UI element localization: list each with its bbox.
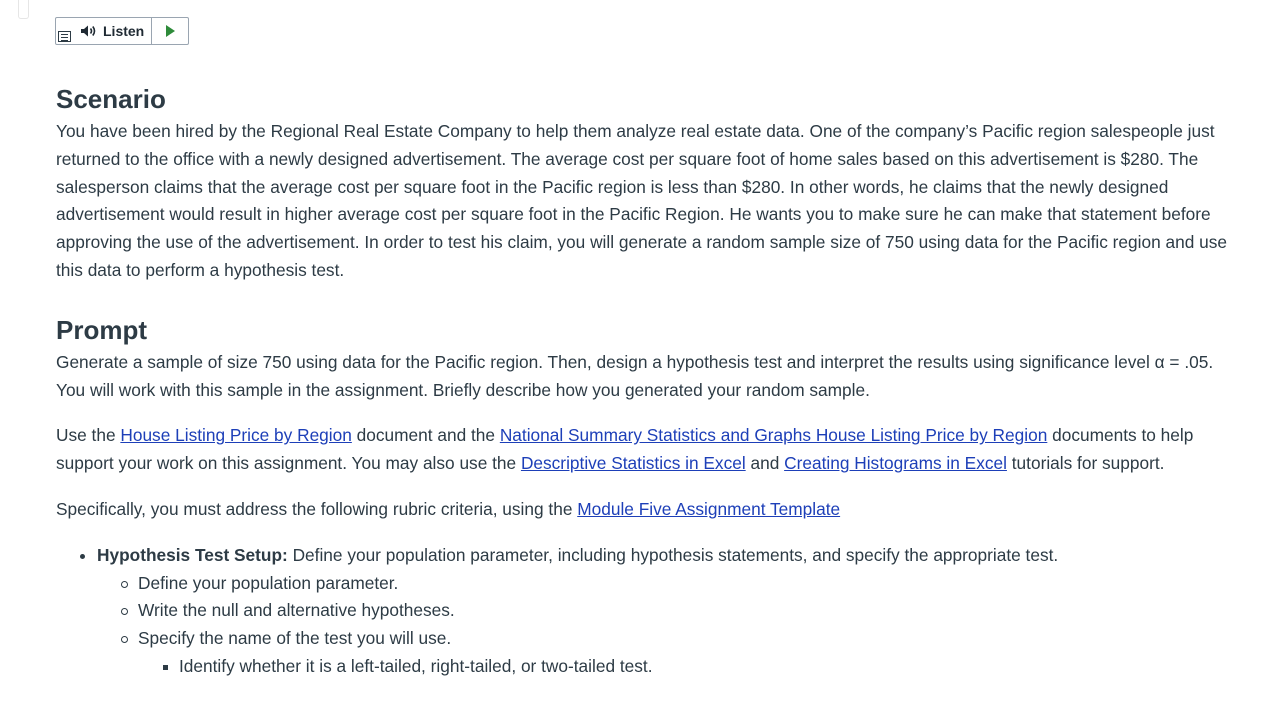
rubric-intro-text: Specifically, you must address the following rubric criteria, using the xyxy=(56,498,578,519)
scenario-paragraph: You have been hired by the Regional Real Estate Company to help them analyze real estate data. One of the company’s Pacific region salespeople just returned to the office with a newly designed advertisement. The average cost per square foot of home sales based on this advertisement is $280. The salesperson claims that the average cost per square foot in the Pacific region is less than $280. In other words, he claims that the newly designed advertisement would result in higher average cost per square foot in the Pacific Region. He wants you to make sure he can make that statement before approving the use of the advertisement. In order to test his claim, you will generate a random sample size of 750 using data for the Pacific region and use this data to perform a hypothesis test. xyxy=(56,121,1227,280)
resources-text-prefix: Use the xyxy=(56,425,121,446)
resources-text-mid2: documents to help support your work on this assignment. You may also use the xyxy=(56,425,1194,474)
histograms-link[interactable]: Creating Histograms in Excel xyxy=(784,453,1007,474)
rubric-item-title: Hypothesis Test Setup: xyxy=(97,544,288,565)
play-icon xyxy=(166,25,175,37)
rubric-sublist xyxy=(97,570,1242,681)
prompt-paragraph: Generate a sample of size 750 using data for the Pacific region. Then, design a hypothesis test and interpret the results using significance level α = .05. You will work with this sample in the assignment. Briefly describe how you generated your random sample. xyxy=(56,351,1214,400)
play-button[interactable] xyxy=(151,18,188,44)
listen-label: Listen xyxy=(103,23,145,39)
assignment-content xyxy=(56,82,1242,681)
resources-paragraph xyxy=(56,422,1242,478)
prompt-heading: Prompt xyxy=(56,314,147,345)
list-item: Define your population parameter. xyxy=(97,570,1242,598)
rubric-intro-paragraph xyxy=(56,496,1242,524)
list-item: Write the null and alternative hypotheses. xyxy=(97,597,1242,625)
rubric-list xyxy=(56,542,1242,681)
list-item xyxy=(97,625,1242,681)
assignment-template-link[interactable]: Module Five Assignment Template xyxy=(577,498,841,519)
scenario-heading: Scenario xyxy=(56,84,166,114)
list-item: Identify whether it is a left-tailed, right-tailed, or two-tailed test. xyxy=(138,653,1242,681)
speaker-icon xyxy=(80,24,98,38)
list-item xyxy=(56,542,1242,681)
national-summary-link[interactable]: National Summary Statistics and Graphs House Listing Price by Region xyxy=(499,425,1048,446)
listen-toolbar xyxy=(55,17,189,45)
resources-text-mid1: document and the xyxy=(351,425,500,446)
resources-text-mid3: and xyxy=(745,453,785,474)
rubric-item-text: Define your population parameter, including hypothesis statements, and specify the appropriate test. xyxy=(287,544,1059,565)
rubric-subsublist xyxy=(138,653,1242,681)
menu-icon[interactable] xyxy=(58,31,71,42)
descriptive-stats-link[interactable]: Descriptive Statistics in Excel xyxy=(520,453,746,474)
resources-text-suffix: tutorials for support. xyxy=(1006,453,1165,474)
page-edge-marker xyxy=(18,0,29,19)
list-item-text: Specify the name of the test you will use. xyxy=(138,628,452,649)
house-listing-link[interactable]: House Listing Price by Region xyxy=(120,425,352,446)
listen-button[interactable] xyxy=(56,18,151,44)
